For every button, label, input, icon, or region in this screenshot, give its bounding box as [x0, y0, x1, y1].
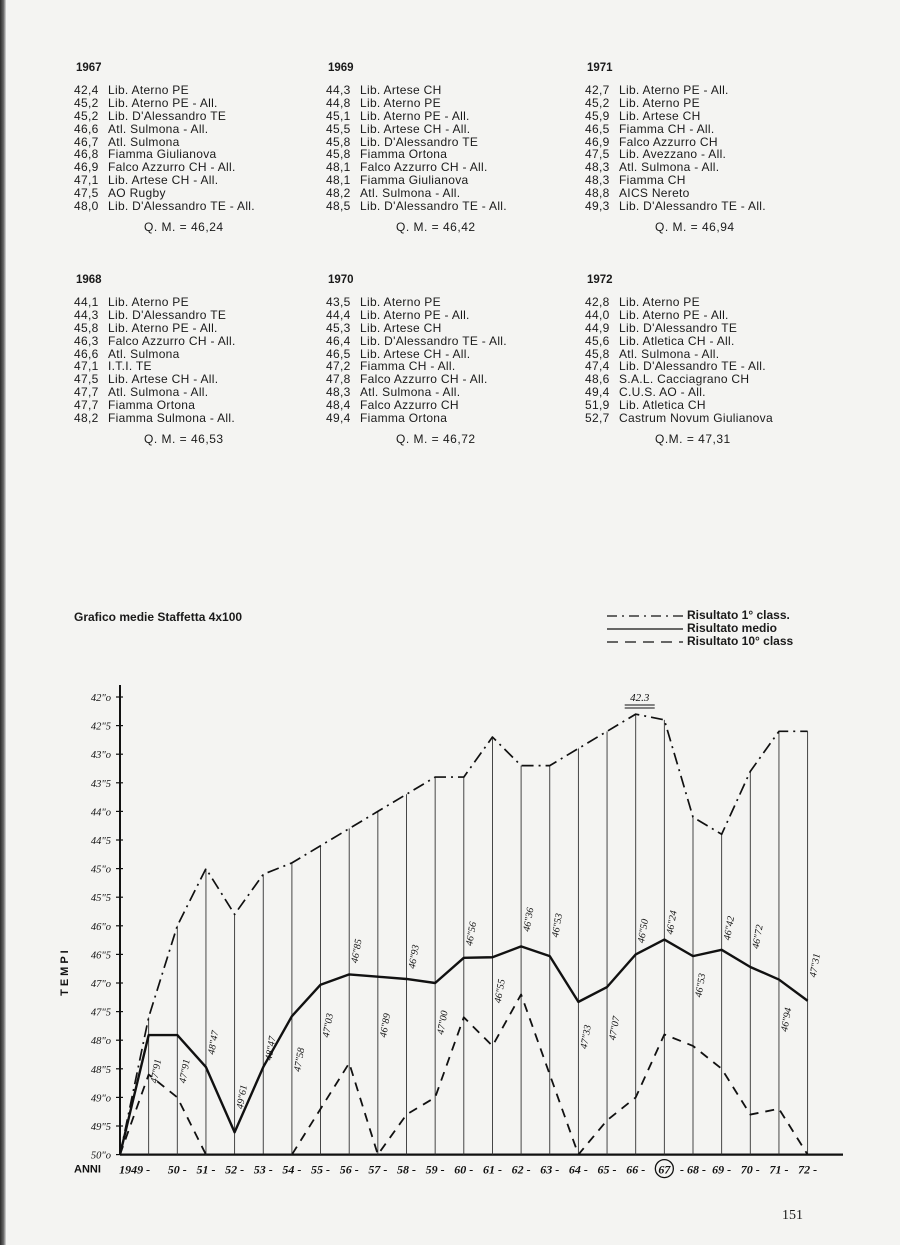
result-club: Lib. Aterno PE — [108, 82, 189, 97]
value-label: 46"53 — [550, 912, 566, 939]
x-tick-label: 53 - — [253, 1162, 273, 1177]
result-club: Fiamma CH - All. — [619, 121, 715, 136]
result-row — [585, 200, 766, 213]
value-label: 47"91 — [148, 1058, 165, 1085]
result-row — [74, 296, 236, 309]
result-club: S.A.L. Cacciagrano CH — [619, 372, 750, 387]
y-tick-label: 46"5 — [90, 950, 111, 962]
result-time: 45,3 — [326, 320, 351, 335]
result-time: 49,4 — [585, 385, 610, 400]
average-qm: Q. M. = 46,53 — [144, 431, 224, 446]
y-tick-label: 47"o — [90, 979, 111, 990]
legend-label: Risultato medio — [687, 621, 778, 635]
x-tick-label: - 68 - — [680, 1162, 706, 1177]
result-row — [326, 200, 507, 213]
result-club: Lib. Artese CH - All. — [108, 173, 219, 188]
result-time: 45,2 — [74, 108, 99, 123]
result-club: Lib. Aterno PE — [619, 294, 700, 309]
result-row — [74, 335, 236, 348]
result-club: Lib. Aterno PE - All. — [108, 95, 218, 110]
result-time: 44,0 — [585, 307, 610, 322]
value-label: 48"47 — [206, 1029, 222, 1056]
value-label: 47"58 — [292, 1046, 308, 1073]
result-club: Lib. D'Alessandro TE — [360, 134, 479, 149]
result-club: Lib. D'Alessandro TE — [619, 320, 738, 335]
result-time: 48,3 — [326, 385, 351, 400]
result-club: Atl. Sulmona - All. — [619, 160, 720, 175]
x-tick-label: 60 - — [454, 1162, 474, 1177]
result-row — [326, 123, 507, 136]
y-tick-label: 50"o — [90, 1150, 111, 1162]
result-row — [326, 335, 507, 348]
result-row — [326, 309, 507, 322]
result-club: Lib. D'Alessandro TE - All. — [360, 199, 507, 214]
result-time: 48,2 — [326, 186, 351, 201]
y-tick-label: 48"5 — [90, 1064, 111, 1076]
result-time: 45,9 — [585, 108, 610, 123]
result-row — [74, 123, 255, 136]
value-label: 46"85 — [349, 938, 365, 964]
result-time: 48,8 — [585, 186, 610, 201]
x-tick-label: 50 - — [167, 1162, 187, 1177]
result-club: Atl. Sulmona - All. — [619, 346, 720, 361]
x-tick-label: 58 - — [397, 1162, 416, 1177]
year-heading: 1971 — [587, 62, 613, 74]
result-club: Falco Azzurro CH - All. — [360, 160, 488, 175]
result-time: 48,4 — [326, 398, 351, 413]
result-time: 46,5 — [585, 121, 610, 136]
result-time: 44,4 — [326, 307, 351, 322]
value-label: 46"53 — [693, 972, 709, 999]
result-time: 46,4 — [326, 333, 351, 348]
x-tick-label: 54 - — [282, 1162, 302, 1177]
value-label: 46"89 — [378, 1012, 394, 1039]
result-row — [585, 110, 766, 123]
year-heading: 1968 — [76, 274, 102, 286]
result-club: Lib. Artese CH — [360, 82, 442, 97]
x-axis-title: ANNI — [74, 1163, 101, 1176]
average-qm: Q. M. = 46,42 — [396, 219, 476, 234]
result-time: 45,8 — [74, 320, 99, 335]
result-time: 47,5 — [585, 147, 610, 162]
average-qm: Q. M. = 46,72 — [396, 431, 476, 446]
result-time: 44,3 — [74, 307, 99, 322]
value-label: 49"61 — [234, 1084, 250, 1110]
value-label: 47"33 — [578, 1024, 594, 1050]
result-time: 51,9 — [585, 398, 610, 413]
result-time: 47,5 — [74, 186, 99, 201]
result-time: 52,7 — [585, 411, 610, 426]
average-qm: Q. M. = 46,94 — [655, 219, 735, 234]
result-row — [585, 309, 773, 322]
value-label: 48"47 — [263, 1035, 279, 1062]
result-time: 42,8 — [585, 294, 610, 309]
value-label: 46"93 — [406, 943, 422, 970]
result-time: 48,1 — [326, 160, 351, 175]
result-club: Atl. Sulmona - All. — [108, 385, 209, 400]
result-club: AICS Nereto — [619, 186, 690, 201]
result-time: 47,4 — [585, 359, 610, 374]
value-label: 47"91 — [177, 1058, 193, 1085]
result-club: Atl. Sulmona - All. — [360, 186, 461, 201]
result-club: Falco Azzurro CH — [619, 134, 718, 149]
x-tick-label: 56 - — [339, 1162, 359, 1177]
result-time: 46,6 — [74, 346, 99, 361]
y-axis-title: TEMPI — [59, 947, 71, 996]
value-label: 47"31 — [807, 952, 823, 979]
result-row — [585, 84, 766, 97]
result-club: Lib. D'Alessandro TE - All. — [619, 359, 766, 374]
result-row — [585, 97, 766, 110]
result-time: 47,7 — [74, 385, 99, 400]
y-tick-label: 42"5 — [90, 721, 111, 733]
line-chart — [0, 670, 900, 1190]
year-block-1970 — [326, 274, 507, 446]
result-club: C.U.S. AO - All. — [619, 385, 706, 400]
result-club: Atl. Sulmona - All. — [108, 121, 209, 136]
x-tick-label: 69 - — [712, 1162, 732, 1177]
result-club: AO Rugby — [108, 186, 166, 201]
result-time: 48,3 — [585, 160, 610, 175]
result-club: I.T.I. TE — [108, 359, 152, 374]
y-tick-label: 49"o — [90, 1093, 111, 1105]
result-time: 45,2 — [74, 95, 99, 110]
result-club: Lib. Aterno PE - All. — [619, 82, 729, 97]
average-qm: Q.M. = 47,31 — [655, 431, 731, 446]
result-row — [74, 110, 255, 123]
result-time: 46,5 — [326, 346, 351, 361]
result-club: Lib. D'Alessandro TE - All. — [360, 333, 507, 348]
result-time: 48,0 — [74, 199, 99, 214]
result-club: Fiamma Ortona — [360, 147, 448, 162]
result-row — [585, 296, 773, 309]
result-club: Fiamma Ortona — [108, 398, 196, 413]
result-club: Lib. Atletica CH - All. — [619, 333, 735, 348]
result-time: 47,1 — [74, 359, 99, 374]
result-time: 44,9 — [585, 320, 610, 335]
result-time: 43,5 — [326, 294, 351, 309]
y-tick-label: 48"o — [90, 1036, 111, 1048]
y-tick-label: 47"5 — [90, 1007, 111, 1019]
result-time: 47,1 — [74, 173, 99, 188]
result-time: 42,4 — [74, 82, 99, 97]
result-time: 47,8 — [326, 372, 351, 387]
x-tick-label: 62 - — [511, 1162, 531, 1177]
year-block-1971 — [585, 62, 766, 234]
peak-annotation: 42.3 — [630, 692, 650, 704]
x-tick-label: 57 - — [368, 1162, 388, 1177]
result-time: 46,3 — [74, 333, 99, 348]
x-tick-label: 64 - — [568, 1162, 588, 1177]
legend-swatch-dashdot — [605, 611, 685, 621]
result-club: Lib. Aterno PE — [360, 294, 441, 309]
result-club: Lib. Aterno PE — [360, 95, 441, 110]
legend-label: Risultato 10° class — [687, 634, 794, 648]
result-club: Lib. Atletica CH — [619, 398, 706, 413]
x-tick-label: 71 - — [769, 1162, 789, 1177]
result-time: 48,3 — [585, 173, 610, 188]
result-club: Atl. Sulmona — [108, 346, 180, 361]
chart-title: Grafico medie Staffetta 4x100 — [74, 610, 243, 624]
y-tick-label: 44"o — [90, 807, 111, 819]
result-row — [74, 84, 255, 97]
year-block-1967 — [74, 62, 255, 234]
result-time: 48,6 — [585, 372, 610, 387]
y-tick-label: 44"5 — [90, 836, 111, 847]
y-tick-label: 46"o — [90, 921, 111, 933]
result-time: 42,7 — [585, 82, 610, 97]
result-time: 45,8 — [326, 134, 351, 149]
result-row — [326, 84, 507, 97]
result-club: Lib. Artese CH — [619, 108, 701, 123]
result-row — [585, 335, 773, 348]
chart-legend — [605, 609, 793, 648]
result-time: 47,5 — [74, 372, 99, 387]
result-row — [326, 322, 507, 335]
x-tick-label: 51 - — [196, 1162, 216, 1177]
result-club: Lib. D'Alessandro TE — [108, 108, 227, 123]
x-tick-label: 72 - — [798, 1162, 818, 1177]
result-club: Falco Azzurro CH - All. — [360, 372, 488, 387]
result-time: 49,4 — [326, 411, 351, 426]
x-tick-label: 66 - — [626, 1162, 646, 1177]
result-row — [326, 110, 507, 123]
result-row — [74, 309, 236, 322]
result-time: 46,7 — [74, 134, 99, 149]
value-label: 46"42 — [721, 915, 738, 942]
result-club: Lib. Aterno PE — [108, 294, 189, 309]
x-tick-label: 63 - — [540, 1162, 560, 1177]
result-row — [74, 200, 255, 213]
value-label: 46"94 — [779, 1006, 795, 1033]
result-club: Lib. Artese CH - All. — [360, 121, 471, 136]
y-tick-label: 45"5 — [90, 893, 111, 905]
legend-label: Risultato 1° class. — [687, 608, 790, 622]
result-club: Lib. Aterno PE — [619, 95, 700, 110]
y-tick-label: 49"5 — [90, 1122, 111, 1133]
legend-swatch-dashed — [605, 637, 685, 647]
result-time: 48,2 — [74, 411, 99, 426]
result-club: Lib. D'Alessandro TE — [108, 307, 227, 322]
result-club: Fiamma Giulianova — [108, 147, 217, 162]
result-club: Lib. Artese CH - All. — [108, 372, 219, 387]
result-time: 46,8 — [74, 147, 99, 162]
result-row — [326, 97, 507, 110]
result-row — [585, 322, 773, 335]
year-block-1969 — [326, 62, 507, 234]
y-tick-label: 45"o — [90, 864, 111, 876]
result-time: 45,1 — [326, 108, 351, 123]
year-block-1972 — [585, 274, 773, 446]
result-club: Fiamma CH - All. — [360, 359, 456, 374]
result-club: Lib. Artese CH — [360, 320, 442, 335]
result-club: Lib. Artese CH - All. — [360, 346, 471, 361]
result-row — [74, 97, 255, 110]
result-row — [585, 123, 766, 136]
legend-item-tenth — [605, 635, 793, 648]
result-time: 45,8 — [326, 147, 351, 162]
year-block-1968 — [74, 274, 236, 446]
x-tick-label: 55 - — [311, 1162, 331, 1177]
page-number: 151 — [782, 1208, 803, 1223]
result-time: 45,2 — [585, 95, 610, 110]
result-time: 46,9 — [74, 160, 99, 175]
result-row — [326, 412, 507, 425]
y-tick-label: 43"o — [90, 750, 111, 762]
year-heading: 1972 — [587, 274, 613, 286]
y-tick-label: 42"o — [90, 693, 111, 704]
value-label: 46"24 — [664, 909, 680, 936]
x-tick-label: 59 - — [425, 1162, 445, 1177]
result-time: 44,3 — [326, 82, 351, 97]
result-time: 45,8 — [585, 346, 610, 361]
result-club: Lib. Aterno PE - All. — [619, 307, 729, 322]
result-club: Fiamma Giulianova — [360, 173, 469, 188]
result-time: 49,3 — [585, 199, 610, 214]
result-time: 48,1 — [326, 173, 351, 188]
result-time: 47,2 — [326, 359, 351, 374]
result-club: Atl. Sulmona — [108, 134, 180, 149]
result-row — [585, 412, 773, 425]
result-time: 45,6 — [585, 333, 610, 348]
year-heading: 1967 — [76, 62, 102, 74]
x-tick-label: 52 - — [225, 1162, 245, 1177]
result-club: Lib. Aterno PE - All. — [108, 320, 218, 335]
result-time: 46,9 — [585, 134, 610, 149]
result-club: Fiamma Ortona — [360, 411, 448, 426]
result-club: Castrum Novum Giulianova — [619, 411, 773, 426]
x-tick-label: 65 - — [597, 1162, 617, 1177]
result-row — [326, 296, 507, 309]
value-label: 47"03 — [320, 1012, 336, 1039]
result-time: 44,1 — [74, 294, 99, 309]
legend-swatch-solid — [605, 624, 685, 634]
result-row — [74, 322, 236, 335]
result-club: Falco Azzurro CH — [360, 398, 459, 413]
value-label: 46"36 — [521, 906, 537, 933]
result-club: Atl. Sulmona - All. — [360, 385, 461, 400]
result-club: Falco Azzurro CH - All. — [108, 160, 236, 175]
result-club: Falco Azzurro CH - All. — [108, 333, 236, 348]
result-club: Lib. Aterno PE - All. — [360, 108, 470, 123]
value-label: 47"00 — [435, 1009, 451, 1036]
value-label: 46"56 — [464, 921, 480, 947]
x-tick-label: 1949 - — [119, 1162, 151, 1177]
x-tick-label: 70 - — [740, 1162, 760, 1177]
result-time: 48,5 — [326, 199, 351, 214]
result-club: Lib. D'Alessandro TE - All. — [108, 199, 255, 214]
result-club: Lib. D'Alessandro TE - All. — [619, 199, 766, 214]
x-tick-label: 61 - — [482, 1162, 502, 1177]
result-club: Lib. Aterno PE - All. — [360, 307, 470, 322]
result-time: 44,8 — [326, 95, 351, 110]
y-tick-label: 43"5 — [90, 778, 111, 790]
value-label: 47"07 — [607, 1015, 623, 1042]
result-time: 46,6 — [74, 121, 99, 136]
year-heading: 1969 — [328, 62, 354, 74]
value-label: 46"55 — [492, 978, 508, 1005]
result-club: Fiamma Sulmona - All. — [108, 411, 236, 426]
year-heading: 1970 — [328, 274, 354, 286]
result-time: 45,5 — [326, 121, 351, 136]
value-label: 46"50 — [636, 918, 652, 944]
value-label: 46"72 — [750, 923, 766, 950]
average-qm: Q. M. = 46,24 — [144, 219, 224, 234]
result-row — [74, 412, 236, 425]
result-club: Lib. Avezzano - All. — [619, 147, 727, 162]
result-time: 47,7 — [74, 398, 99, 413]
result-club: Fiamma CH — [619, 173, 686, 188]
x-tick-label: 67 — [658, 1162, 671, 1177]
